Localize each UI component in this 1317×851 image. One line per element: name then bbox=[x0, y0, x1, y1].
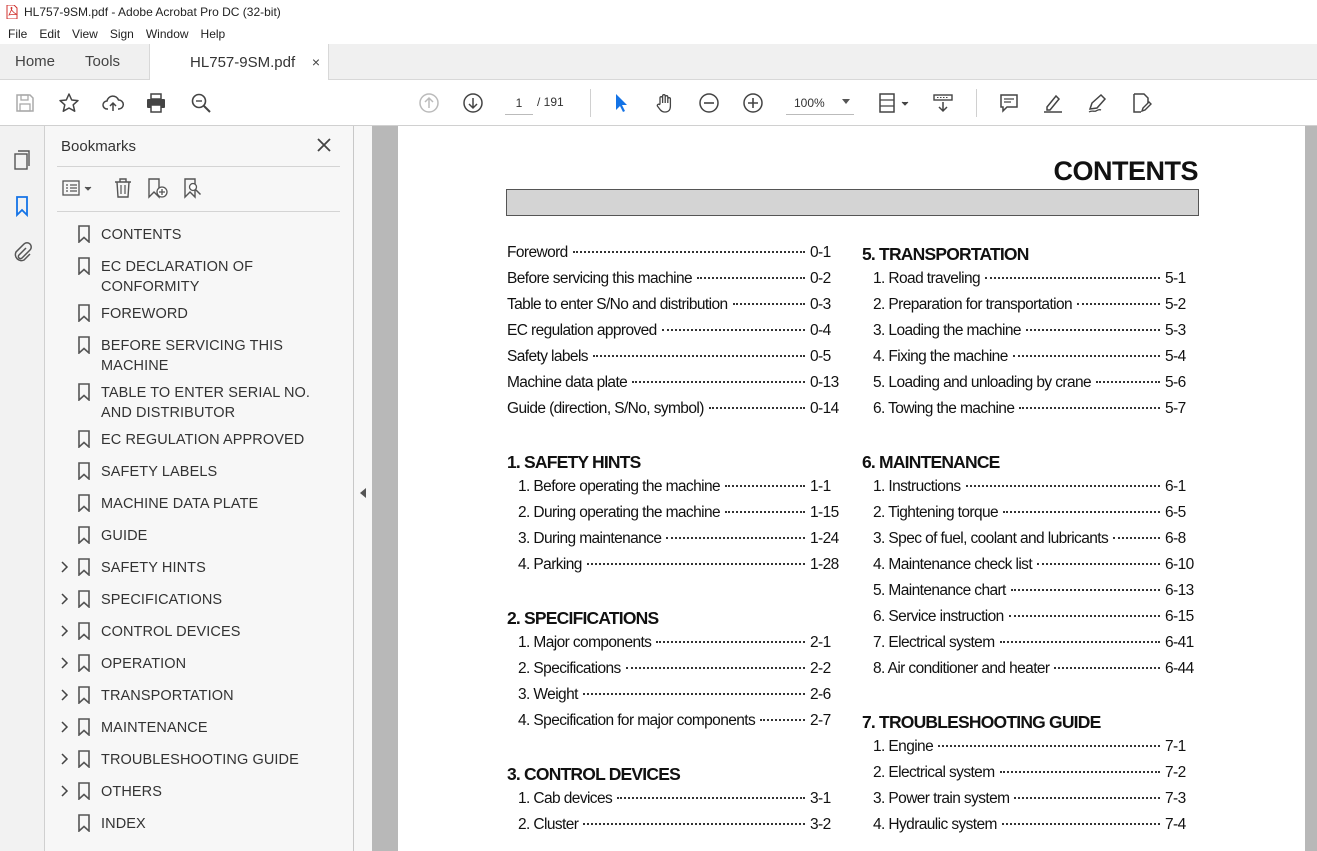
toc-leader-dots bbox=[1037, 563, 1160, 565]
toc-leader-dots bbox=[760, 719, 805, 721]
bookmark-label: OPERATION bbox=[101, 656, 187, 672]
toc-entry-title: 4. Maintenance check list bbox=[873, 556, 1033, 573]
toc-leader-dots bbox=[1113, 537, 1160, 539]
bookmark-item[interactable] bbox=[45, 711, 353, 743]
toc-entry-title: 1. Before operating the machine bbox=[518, 478, 720, 495]
spacer bbox=[57, 336, 71, 354]
toc-entry-title: 3. Spec of fuel, coolant and lubricants bbox=[873, 530, 1109, 547]
toc-page-number: 0-3 bbox=[810, 296, 831, 313]
attachments-paperclip-icon[interactable] bbox=[10, 240, 34, 264]
tab-document[interactable] bbox=[149, 44, 329, 80]
delete-bookmark-icon[interactable] bbox=[111, 176, 135, 200]
toc-page-number: 7-4 bbox=[1165, 816, 1186, 833]
bookmark-icon bbox=[77, 336, 91, 354]
title-bar bbox=[0, 0, 1317, 24]
toc-entry[interactable] bbox=[507, 556, 840, 582]
toc-entry[interactable] bbox=[507, 660, 840, 686]
toc-page-number: 7-2 bbox=[1165, 764, 1186, 781]
toc-entry[interactable] bbox=[862, 270, 1195, 296]
bookmark-icon bbox=[77, 462, 91, 480]
panel-divider bbox=[57, 211, 340, 212]
toc-section-heading[interactable]: 1. SAFETY HINTS bbox=[507, 452, 641, 472]
bookmark-icon bbox=[77, 686, 91, 704]
menu-bar bbox=[0, 24, 1317, 44]
toc-entry[interactable] bbox=[862, 348, 1195, 374]
page-total: / 191 bbox=[537, 95, 564, 109]
toc-entry-title: 5. Loading and unloading by crane bbox=[873, 374, 1092, 391]
bookmark-icon bbox=[77, 622, 91, 640]
bookmark-item[interactable] bbox=[45, 807, 353, 839]
toc-page-number: 3-2 bbox=[810, 816, 831, 833]
bookmarks-list bbox=[45, 218, 353, 839]
bookmarks-panel bbox=[45, 126, 354, 851]
toc-entry[interactable] bbox=[862, 504, 1195, 530]
toc-entry-title: 1. Cab devices bbox=[518, 790, 613, 807]
spacer bbox=[57, 494, 71, 512]
toc-entry[interactable] bbox=[862, 322, 1195, 348]
toc-entry[interactable] bbox=[862, 400, 1195, 426]
toc-entry[interactable] bbox=[862, 790, 1195, 816]
toc-entry-title: 1. Instructions bbox=[873, 478, 961, 495]
bookmark-label: BEFORE SERVICING THIS MACHINE bbox=[101, 338, 284, 374]
toc-leader-dots bbox=[587, 563, 805, 565]
toc-entry-title: 4. Specification for major components bbox=[518, 712, 756, 729]
toc-entry-title: 4. Fixing the machine bbox=[873, 348, 1008, 365]
toc-entry-title: EC regulation approved bbox=[507, 322, 657, 339]
bookmark-item[interactable] bbox=[45, 423, 353, 455]
toc-leader-dots bbox=[656, 641, 805, 643]
edit-document-icon[interactable] bbox=[1129, 91, 1153, 115]
toc-page-number: 6-8 bbox=[1165, 530, 1186, 547]
panel-splitter[interactable] bbox=[354, 126, 372, 851]
close-icon[interactable] bbox=[315, 136, 333, 154]
bookmark-icon bbox=[77, 590, 91, 608]
toc-entry[interactable] bbox=[507, 634, 840, 660]
toc-entry-title: Machine data plate bbox=[507, 374, 628, 391]
bookmark-label: SAFETY LABELS bbox=[101, 464, 218, 480]
toc-entry[interactable] bbox=[862, 608, 1195, 634]
toc-leader-dots bbox=[697, 277, 805, 279]
toc-entry[interactable] bbox=[862, 530, 1195, 556]
bookmark-label: MAINTENANCE bbox=[101, 720, 208, 736]
toc-page-number: 6-13 bbox=[1165, 582, 1194, 599]
toc-page-number: 6-1 bbox=[1165, 478, 1186, 495]
toc-entry[interactable] bbox=[507, 296, 840, 322]
zoom-out-icon[interactable] bbox=[697, 91, 721, 115]
tab-home[interactable]: Home bbox=[15, 53, 56, 70]
toc-entry[interactable] bbox=[507, 816, 840, 842]
toc-entry-title: 3. Weight bbox=[518, 686, 578, 703]
toc-entry[interactable] bbox=[862, 660, 1195, 686]
toc-entry-title: Guide (direction, S/No, symbol) bbox=[507, 400, 704, 417]
toc-page-number: 1-24 bbox=[810, 530, 839, 547]
toc-right-column bbox=[862, 244, 1195, 842]
bookmark-item[interactable] bbox=[45, 679, 353, 711]
chevron-right-icon[interactable] bbox=[57, 750, 71, 768]
toc-entry-title: 1. Major components bbox=[518, 634, 652, 651]
select-cursor-icon[interactable] bbox=[609, 91, 633, 115]
toolbar-divider bbox=[590, 89, 591, 117]
bookmark-item[interactable] bbox=[45, 250, 353, 297]
bookmark-item[interactable] bbox=[45, 743, 353, 775]
bookmark-item[interactable] bbox=[45, 583, 353, 615]
toc-entry-title: Before servicing this machine bbox=[507, 270, 693, 287]
spacer bbox=[57, 304, 71, 322]
scroll-mode-icon[interactable] bbox=[931, 91, 955, 115]
new-bookmark-icon[interactable] bbox=[145, 176, 169, 200]
toc-leader-dots bbox=[725, 511, 805, 513]
toc-leader-dots bbox=[966, 485, 1161, 487]
toc-page-number: 6-5 bbox=[1165, 504, 1186, 521]
sign-pen-icon[interactable] bbox=[1085, 91, 1109, 115]
chevron-right-icon[interactable] bbox=[57, 654, 71, 672]
bookmark-label: SAFETY HINTS bbox=[101, 560, 206, 576]
toc-leader-dots bbox=[632, 381, 805, 383]
zoom-in-icon[interactable] bbox=[741, 91, 765, 115]
chevron-right-icon[interactable] bbox=[57, 622, 71, 640]
chevron-right-icon[interactable] bbox=[57, 686, 71, 704]
toc-entry[interactable] bbox=[507, 374, 840, 400]
toc-leader-dots bbox=[583, 823, 805, 825]
toc-leader-dots bbox=[1026, 329, 1160, 331]
toc-entry[interactable] bbox=[507, 790, 840, 816]
toc-page-number: 1-15 bbox=[810, 504, 839, 521]
menu-help[interactable]: Help bbox=[200, 27, 226, 41]
toc-entry-title: 2. Specifications bbox=[518, 660, 621, 677]
bookmark-item[interactable] bbox=[45, 775, 353, 807]
bookmark-item[interactable] bbox=[45, 297, 353, 329]
toc-leader-dots bbox=[662, 329, 805, 331]
toc-spacer bbox=[507, 426, 840, 452]
toc-page-number: 7-1 bbox=[1165, 738, 1186, 755]
spacer bbox=[57, 814, 71, 832]
toc-page-number: 0-2 bbox=[810, 270, 831, 287]
toc-entry-title: 6. Towing the machine bbox=[873, 400, 1015, 417]
bookmark-icon bbox=[77, 814, 91, 832]
bookmark-label: EC REGULATION APPROVED bbox=[101, 432, 305, 448]
toc-leader-dots bbox=[593, 355, 805, 357]
bookmark-label: CONTENTS bbox=[101, 227, 182, 243]
bookmark-icon bbox=[77, 225, 91, 243]
toc-page-number: 2-6 bbox=[810, 686, 831, 703]
toc-page-number: 0-13 bbox=[810, 374, 839, 391]
bookmark-icon bbox=[77, 558, 91, 576]
menu-sign[interactable]: Sign bbox=[109, 27, 134, 41]
toc-entry[interactable] bbox=[507, 686, 840, 712]
toc-entry-title: Table to enter S/No and distribution bbox=[507, 296, 728, 313]
spacer bbox=[57, 257, 71, 275]
toc-page-number: 6-10 bbox=[1165, 556, 1194, 573]
toc-page-number: 5-1 bbox=[1165, 270, 1186, 287]
toc-entry-title: 2. Cluster bbox=[518, 816, 579, 833]
bookmark-icon bbox=[77, 654, 91, 672]
bookmark-icon bbox=[77, 750, 91, 768]
toc-entry-title: 2. Preparation for transportation bbox=[873, 296, 1073, 313]
toc-section-heading[interactable]: 5. TRANSPORTATION bbox=[862, 244, 1029, 264]
collapse-panel-arrow-icon[interactable] bbox=[360, 488, 366, 498]
page-fit-icon[interactable] bbox=[876, 91, 912, 115]
toc-entry-title: 4. Parking bbox=[518, 556, 582, 573]
toc-page-number: 1-1 bbox=[810, 478, 831, 495]
menu-view[interactable]: View bbox=[72, 27, 98, 41]
page-number-input[interactable] bbox=[505, 91, 533, 115]
bookmark-item[interactable] bbox=[45, 551, 353, 583]
bookmark-label: OTHERS bbox=[101, 784, 163, 800]
menu-window[interactable]: Window bbox=[145, 27, 189, 41]
toc-spacer bbox=[507, 582, 840, 608]
chevron-down-icon bbox=[842, 99, 850, 104]
bookmark-item[interactable] bbox=[45, 615, 353, 647]
toc-leader-dots bbox=[1019, 407, 1160, 409]
toc-page-number: 7-3 bbox=[1165, 790, 1186, 807]
toc-page-number: 6-15 bbox=[1165, 608, 1194, 625]
toc-spacer bbox=[862, 426, 1195, 452]
toolbar bbox=[0, 80, 1317, 126]
hand-tool-icon[interactable] bbox=[653, 91, 677, 115]
toc-page-number: 2-2 bbox=[810, 660, 831, 677]
document-viewport[interactable] bbox=[372, 126, 1317, 851]
toc-leader-dots bbox=[1054, 667, 1160, 669]
toc-section-heading[interactable]: 7. TROUBLESHOOTING GUIDE bbox=[862, 712, 1101, 732]
print-icon[interactable] bbox=[144, 91, 168, 115]
toc-page-number: 2-7 bbox=[810, 712, 831, 729]
menu-edit[interactable]: Edit bbox=[39, 27, 61, 41]
toc-page-number: 0-4 bbox=[810, 322, 831, 339]
bookmark-item[interactable] bbox=[45, 376, 353, 423]
window-title: HL757-9SM.pdf - Adobe Acrobat Pro DC (32-bit) bbox=[24, 5, 281, 19]
chevron-right-icon[interactable] bbox=[57, 718, 71, 736]
bookmark-label: TABLE TO ENTER SERIAL NO. AND DISTRIBUTOR bbox=[101, 385, 311, 421]
toc-leader-dots bbox=[985, 277, 1160, 279]
bookmark-search-icon[interactable] bbox=[181, 176, 205, 200]
toc-leader-dots bbox=[1013, 355, 1160, 357]
bookmark-label: CONTROL DEVICES bbox=[101, 624, 241, 640]
toc-entry[interactable] bbox=[507, 530, 840, 556]
toc-leader-dots bbox=[583, 693, 805, 695]
toc-entry[interactable] bbox=[862, 374, 1195, 400]
toc-leader-dots bbox=[938, 745, 1160, 747]
toc-leader-dots bbox=[1009, 615, 1160, 617]
bookmark-icon bbox=[77, 718, 91, 736]
toc-entry[interactable] bbox=[507, 712, 840, 738]
toc-leader-dots bbox=[1014, 797, 1160, 799]
toc-page-number: 2-1 bbox=[810, 634, 831, 651]
save-icon[interactable] bbox=[13, 91, 37, 115]
toc-leader-dots bbox=[1077, 303, 1160, 305]
toc-entry-title: 2. Tightening torque bbox=[873, 504, 999, 521]
toc-entry-title: Foreword bbox=[507, 244, 568, 261]
toc-entry[interactable] bbox=[507, 400, 840, 426]
toc-leader-dots bbox=[573, 251, 805, 253]
toc-leader-dots bbox=[666, 537, 805, 539]
toc-page-number: 5-6 bbox=[1165, 374, 1186, 391]
toc-leader-dots bbox=[626, 667, 805, 669]
toc-page-number: 6-41 bbox=[1165, 634, 1194, 651]
comment-icon[interactable] bbox=[997, 91, 1021, 115]
toc-entry[interactable] bbox=[862, 478, 1195, 504]
navigation-rail bbox=[0, 126, 45, 851]
bookmark-icon bbox=[77, 494, 91, 512]
tab-document-label: HL757-9SM.pdf bbox=[190, 53, 296, 71]
bookmarks-panel-title: Bookmarks bbox=[61, 138, 137, 155]
bookmark-label: FOREWORD bbox=[101, 306, 188, 322]
bookmark-item[interactable] bbox=[45, 455, 353, 487]
tab-bar bbox=[0, 44, 1317, 80]
tab-tools[interactable]: Tools bbox=[85, 53, 121, 70]
toc-entry-title: 1. Engine bbox=[873, 738, 934, 755]
page-title: CONTENTS bbox=[1053, 156, 1198, 186]
zoom-search-icon[interactable] bbox=[189, 91, 213, 115]
toc-entry-title: 8. Air conditioner and heater bbox=[873, 660, 1050, 677]
toc-entry-title: 7. Electrical system bbox=[873, 634, 995, 651]
toc-leader-dots bbox=[1011, 589, 1160, 591]
bookmark-label: EC DECLARATION OF CONFORMITY bbox=[101, 259, 254, 295]
toc-entry[interactable] bbox=[507, 322, 840, 348]
toc-page-number: 6-44 bbox=[1165, 660, 1194, 677]
bookmark-item[interactable] bbox=[45, 329, 353, 376]
toc-page-number: 3-1 bbox=[810, 790, 831, 807]
bookmark-item[interactable] bbox=[45, 487, 353, 519]
toc-entry[interactable] bbox=[862, 764, 1195, 790]
toc-leader-dots bbox=[1003, 511, 1160, 513]
chevron-right-icon[interactable] bbox=[57, 558, 71, 576]
toc-leader-dots bbox=[725, 485, 805, 487]
bookmark-icon bbox=[77, 304, 91, 322]
toc-entry-title: 2. During operating the machine bbox=[518, 504, 720, 521]
toc-entry-title: 6. Service instruction bbox=[873, 608, 1004, 625]
toc-entry[interactable] bbox=[507, 478, 840, 504]
toc-spacer bbox=[507, 738, 840, 764]
toc-page-number: 5-7 bbox=[1165, 400, 1186, 417]
toc-entry[interactable] bbox=[862, 816, 1195, 842]
spacer bbox=[57, 225, 71, 243]
toc-entry[interactable] bbox=[507, 270, 840, 296]
pdf-page bbox=[398, 126, 1305, 851]
panel-divider bbox=[57, 166, 340, 167]
toc-page-number: 1-28 bbox=[810, 556, 839, 573]
bookmarks-panel-icon[interactable] bbox=[10, 194, 34, 218]
toc-section-heading[interactable]: 6. MAINTENANCE bbox=[862, 452, 1000, 472]
spacer bbox=[57, 383, 71, 401]
chevron-right-icon[interactable] bbox=[57, 590, 71, 608]
toc-entry-title: 4. Hydraulic system bbox=[873, 816, 997, 833]
toc-entry[interactable] bbox=[862, 296, 1195, 322]
toc-entry[interactable] bbox=[507, 348, 840, 374]
bookmark-icon bbox=[77, 430, 91, 448]
highlight-pen-icon[interactable] bbox=[1041, 91, 1065, 115]
star-icon[interactable] bbox=[57, 91, 81, 115]
toc-leader-dots bbox=[1002, 823, 1160, 825]
toc-entry-title: 3. Power train system bbox=[873, 790, 1010, 807]
toc-section-heading[interactable]: 3. CONTROL DEVICES bbox=[507, 764, 680, 784]
toc-entry[interactable] bbox=[862, 738, 1195, 764]
toc-page-number: 5-2 bbox=[1165, 296, 1186, 313]
bookmark-label: SPECIFICATIONS bbox=[101, 592, 223, 608]
menu-file[interactable]: File bbox=[8, 27, 28, 41]
toc-entry[interactable] bbox=[507, 244, 840, 270]
bookmark-icon bbox=[77, 257, 91, 275]
acrobat-logo-icon bbox=[6, 5, 18, 19]
bookmark-label: TRANSPORTATION bbox=[101, 688, 234, 704]
toc-left-column bbox=[507, 244, 840, 842]
spacer bbox=[57, 462, 71, 480]
zoom-level-value: 100% bbox=[794, 95, 825, 110]
toc-leader-dots bbox=[733, 303, 805, 305]
bookmark-label: INDEX bbox=[101, 816, 146, 832]
toc-spacer bbox=[862, 686, 1195, 712]
bookmark-item[interactable] bbox=[45, 519, 353, 551]
zoom-level-select[interactable] bbox=[786, 91, 854, 115]
bookmark-options-icon[interactable] bbox=[61, 176, 95, 200]
tab-close-icon[interactable]: × bbox=[311, 54, 321, 70]
bookmark-icon bbox=[77, 526, 91, 544]
spacer bbox=[57, 526, 71, 544]
toc-page-number: 0-5 bbox=[810, 348, 831, 365]
bookmark-icon bbox=[77, 383, 91, 401]
toc-leader-dots bbox=[1096, 381, 1160, 383]
toc-entry-title: 5. Maintenance chart bbox=[873, 582, 1006, 599]
toolbar-divider bbox=[976, 89, 977, 117]
toc-entry[interactable] bbox=[862, 582, 1195, 608]
toc-page-number: 0-1 bbox=[810, 244, 831, 261]
chevron-right-icon[interactable] bbox=[57, 782, 71, 800]
bookmark-label: TROUBLESHOOTING GUIDE bbox=[101, 752, 299, 768]
upload-cloud-icon[interactable] bbox=[101, 91, 125, 115]
title-bar-decoration bbox=[506, 189, 1199, 216]
toc-entry[interactable] bbox=[862, 634, 1195, 660]
toc-entry[interactable] bbox=[507, 504, 840, 530]
toc-leader-dots bbox=[617, 797, 805, 799]
toc-page-number: 5-4 bbox=[1165, 348, 1186, 365]
toc-entry-title: 1. Road traveling bbox=[873, 270, 980, 287]
spacer bbox=[57, 430, 71, 448]
scrollbar-track[interactable] bbox=[1305, 126, 1317, 851]
previous-page-icon[interactable] bbox=[417, 91, 441, 115]
toc-entry-title: 3. During maintenance bbox=[518, 530, 662, 547]
toc-entry-title: 3. Loading the machine bbox=[873, 322, 1021, 339]
bookmark-item[interactable] bbox=[45, 647, 353, 679]
toc-page-number: 0-14 bbox=[810, 400, 839, 417]
toc-page-number: 5-3 bbox=[1165, 322, 1186, 339]
bookmark-label: GUIDE bbox=[101, 528, 148, 544]
toc-section-heading[interactable]: 2. SPECIFICATIONS bbox=[507, 608, 659, 628]
toc-leader-dots bbox=[709, 407, 805, 409]
toc-entry-title: 2. Electrical system bbox=[873, 764, 995, 781]
bookmark-label: MACHINE DATA PLATE bbox=[101, 496, 259, 512]
toc-leader-dots bbox=[1000, 771, 1160, 773]
next-page-icon[interactable] bbox=[461, 91, 485, 115]
page-thumbnails-icon[interactable] bbox=[10, 148, 34, 172]
toc-entry-title: Safety labels bbox=[507, 348, 588, 365]
bookmark-item[interactable] bbox=[45, 218, 353, 250]
toc-entry[interactable] bbox=[862, 556, 1195, 582]
bookmark-icon bbox=[77, 782, 91, 800]
toc-leader-dots bbox=[1000, 641, 1160, 643]
